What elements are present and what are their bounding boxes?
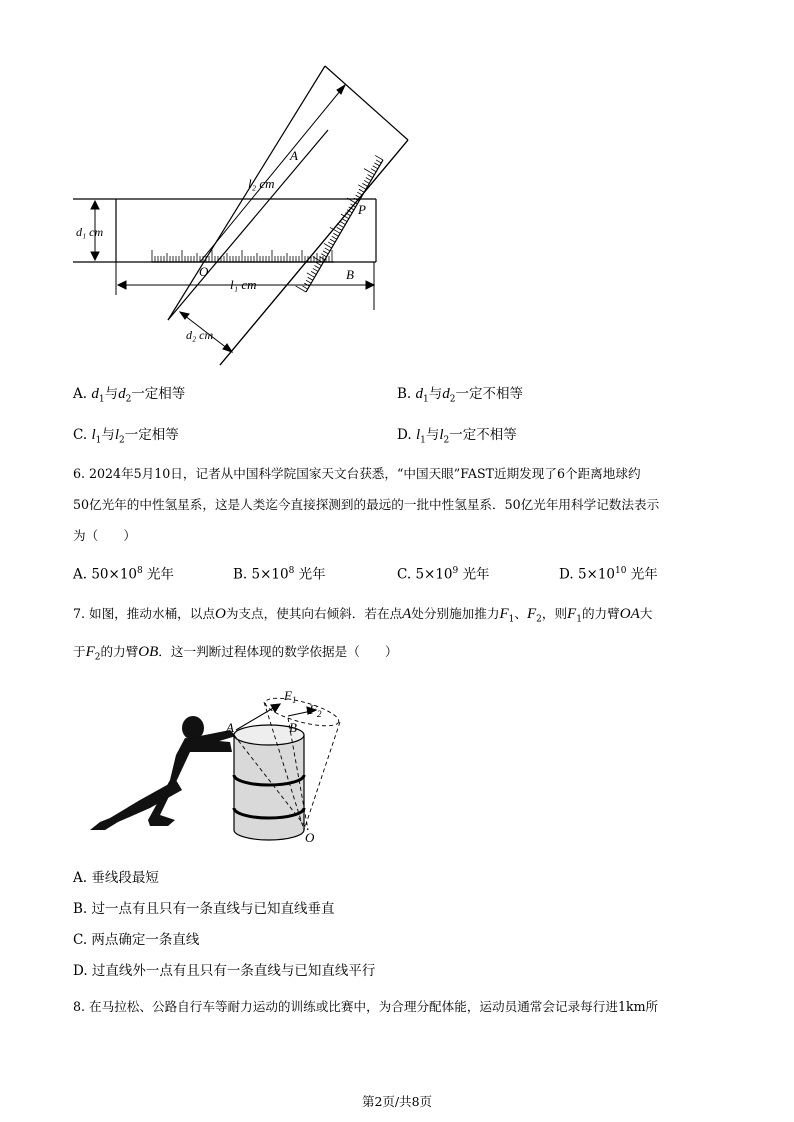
- bucket-push-figure: [85, 680, 385, 850]
- sub: 2: [536, 614, 542, 625]
- ruler-tick: [359, 189, 364, 192]
- label-A: A: [290, 148, 298, 163]
- text: 的力臂: [100, 644, 139, 659]
- sci-base: 5×10: [251, 566, 289, 583]
- ruler-tick: [323, 251, 328, 254]
- unit: 光年: [462, 566, 490, 583]
- option-label: A.: [73, 566, 88, 583]
- var: F: [499, 606, 509, 622]
- sub: 2: [125, 394, 132, 405]
- label-O: O: [199, 264, 209, 279]
- q7-line2: [73, 643, 398, 667]
- sub: 1: [423, 394, 429, 405]
- q5-option-c[interactable]: [73, 426, 179, 450]
- unit: 光年: [298, 566, 326, 583]
- ruler-tick: [320, 257, 325, 260]
- ruler-tick: [316, 263, 321, 266]
- q6-option-a[interactable]: [73, 562, 174, 584]
- q6-option-c[interactable]: [397, 562, 490, 584]
- ruler-tick: [325, 248, 330, 251]
- ruler-tick: [321, 254, 326, 257]
- label-O2: O: [305, 830, 315, 845]
- label-B2: B: [289, 720, 297, 735]
- var: d: [91, 386, 99, 402]
- text: 与: [428, 386, 443, 402]
- ruler-tick: [315, 266, 320, 269]
- q7-option-a[interactable]: A. 垂线段最短: [73, 870, 159, 886]
- q5-option-b[interactable]: [397, 385, 523, 409]
- sci-base: 50×10: [91, 566, 138, 583]
- ruler-tick: [328, 242, 333, 245]
- label-l2: l₂ cm: [248, 176, 275, 191]
- sci-base: 5×10: [577, 566, 616, 583]
- var: d: [442, 386, 450, 402]
- ruler-tick: [333, 233, 338, 236]
- ruler-tick: [337, 227, 342, 230]
- text: 于: [73, 644, 86, 659]
- var: l: [415, 427, 421, 443]
- text: 大: [639, 606, 653, 621]
- option-label: C.: [397, 566, 412, 583]
- q5-option-d[interactable]: [397, 426, 517, 450]
- label-F2: $F_2$: [309, 702, 322, 719]
- sci-base: 5×10: [415, 566, 453, 583]
- sci-exp: 8: [288, 566, 295, 576]
- ruler-tick: [371, 169, 376, 172]
- ruler-tick: [342, 219, 347, 222]
- sub: 1: [576, 614, 582, 625]
- ruler-tick: [357, 192, 362, 195]
- ruler-tick: [303, 286, 308, 289]
- label-P: P: [358, 202, 366, 217]
- option-label: C.: [73, 427, 88, 443]
- var: F: [567, 606, 577, 622]
- ruler-tick: [313, 268, 318, 271]
- ruler-tick: [306, 280, 311, 283]
- ruler-tick: [368, 175, 373, 178]
- option-label: D.: [559, 566, 574, 583]
- q5-option-a[interactable]: [73, 385, 185, 409]
- ruler-tick: [373, 166, 378, 169]
- ruler-tick: [358, 185, 366, 190]
- var: l: [114, 427, 120, 443]
- sub: 2: [119, 435, 125, 446]
- text: 一定相等: [131, 386, 186, 402]
- ruler-tick: [366, 178, 371, 181]
- ruler-tick: [324, 243, 332, 248]
- var: F: [85, 644, 95, 660]
- ruler-tick: [308, 277, 313, 280]
- ruler-tick: [362, 183, 367, 186]
- bucket: [234, 725, 304, 840]
- q7-line1: [73, 605, 652, 629]
- q6-option-d[interactable]: [559, 562, 658, 584]
- ruler-tick: [374, 163, 379, 166]
- sub: 1: [98, 394, 105, 405]
- text: 一定不相等: [455, 386, 523, 402]
- option-label: B.: [397, 386, 412, 402]
- text: 与: [425, 427, 440, 443]
- sci-exp: 9: [452, 566, 459, 576]
- var: OA: [619, 606, 640, 622]
- sub: 1: [508, 614, 515, 625]
- ruler-tick: [307, 273, 315, 278]
- text: 处分别施加推力: [411, 606, 500, 621]
- var: OB: [138, 644, 159, 660]
- text: 与: [104, 386, 119, 402]
- q6-line2: 50亿光年的中性氢星系，这是人类迄今直接探测到的最远的一批中性氢星系．50亿光年用科学记数法表示: [73, 497, 660, 512]
- person-silhouette: [90, 716, 236, 830]
- sub: 1: [420, 435, 426, 446]
- ruler-tick: [330, 239, 335, 242]
- ruler-tick: [340, 222, 345, 225]
- text: 一定相等: [124, 427, 179, 443]
- var: l: [91, 427, 96, 443]
- text: ，则: [541, 606, 568, 621]
- q6-line3: 为（ ）: [73, 528, 136, 543]
- text: 与: [101, 427, 115, 443]
- q6-option-b[interactable]: [233, 562, 326, 584]
- q7-option-c[interactable]: C. 两点确定一条直线: [73, 932, 200, 948]
- sci-exp: 8: [137, 566, 143, 576]
- unit: 光年: [630, 566, 658, 583]
- text: 、: [514, 606, 527, 621]
- var: d: [415, 386, 424, 402]
- page-footer: 第2页/共8页: [361, 1094, 433, 1109]
- q7-option-b[interactable]: B. 过一点有且只有一条直线与已知直线垂直: [73, 901, 335, 917]
- label-d1: d₁ cm: [76, 225, 104, 239]
- text: 一定不相等: [449, 427, 517, 443]
- var: A: [402, 606, 412, 622]
- option-label: B.: [233, 566, 248, 583]
- q6-line1: 6. 2024年5月10日，记者从中国科学院国家天文台获悉，“中国天眼”FAST近期发现了6个距离地球约: [73, 466, 641, 481]
- var: d: [118, 386, 126, 402]
- ruler-diagram: [60, 55, 420, 375]
- unit: 光年: [147, 566, 175, 583]
- ruler-tick: [311, 271, 316, 274]
- sci-exp: 10: [615, 566, 627, 576]
- sub: 2: [94, 652, 101, 663]
- sub: 2: [443, 435, 450, 446]
- ruler-tick: [332, 236, 337, 239]
- ruler-tick: [364, 180, 369, 183]
- var: l: [439, 427, 444, 443]
- label-d2: d₂ cm: [186, 328, 214, 342]
- option-label: A.: [73, 386, 88, 402]
- text: ．这一判断过程体现的数学依据是（ ）: [158, 644, 398, 659]
- ruler-tick: [375, 155, 383, 160]
- text: 7. 如图，推动水桶，以点: [73, 606, 215, 621]
- ruler-tick: [376, 160, 381, 163]
- q7-option-d[interactable]: D. 过直线外一点有且只有一条直线与已知直线平行: [73, 963, 376, 979]
- label-F1: $F_1$: [284, 688, 297, 705]
- option-label: D.: [397, 427, 412, 443]
- text: 的力臂: [581, 606, 620, 621]
- label-l1: l₁ cm: [230, 277, 257, 292]
- ruler-tick: [338, 224, 343, 227]
- sub: 1: [95, 435, 102, 446]
- label-B: B: [346, 267, 354, 282]
- text: 为支点，使其向右倾斜．若在点: [225, 606, 403, 621]
- var: O: [214, 606, 226, 622]
- sub: 2: [449, 394, 456, 405]
- var: F: [526, 606, 537, 622]
- label-A2: A: [226, 720, 234, 735]
- q8-line1: 8. 在马拉松、公路自行车等耐力运动的训练或比赛中，为合理分配体能，运动员通常会记录每行进1km所: [73, 999, 659, 1014]
